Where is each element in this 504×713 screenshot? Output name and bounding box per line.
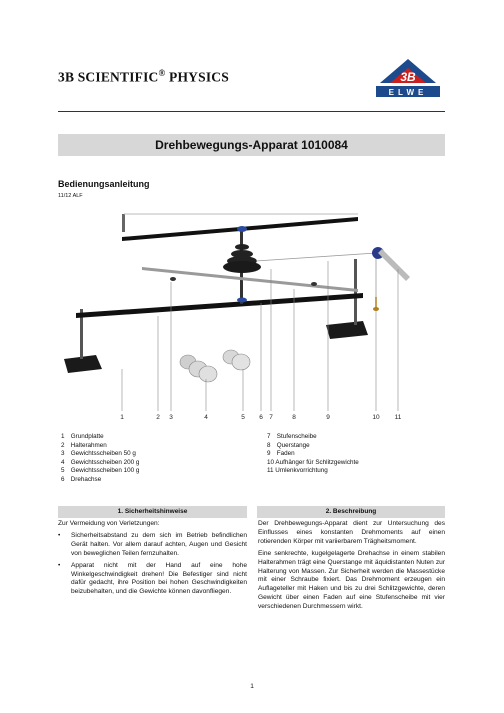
bullet-icon: • bbox=[58, 561, 61, 569]
header-divider bbox=[58, 111, 445, 112]
step-pulley-small bbox=[235, 244, 249, 250]
legend-item: 7 Stufenscheibe bbox=[267, 433, 317, 440]
brand-suffix: PHYSICS bbox=[169, 69, 229, 85]
legend-item: 4 Gewichtsscheiben 200 g bbox=[61, 458, 140, 466]
left-upper-post bbox=[122, 214, 125, 232]
figure-number-11: 11 bbox=[394, 414, 402, 421]
logo-subtext: ELWE bbox=[388, 88, 428, 97]
safety-section bbox=[58, 520, 247, 600]
bullet-icon: • bbox=[58, 531, 61, 539]
legend-item: 6 Drehachse bbox=[61, 475, 102, 483]
figure-number-10: 10 bbox=[372, 414, 380, 421]
step-pulley-large bbox=[223, 261, 261, 273]
3b-elwe-logo bbox=[372, 55, 444, 99]
legend-item: 8 Querstange bbox=[267, 441, 310, 449]
legend-item: 2 Halterahmen bbox=[61, 441, 107, 449]
axle-top-bearing bbox=[237, 226, 247, 232]
figure-number-1: 1 bbox=[120, 414, 124, 421]
right-post bbox=[354, 259, 357, 325]
legend-item: 9 Faden bbox=[267, 450, 295, 458]
figure-number-2: 2 bbox=[156, 414, 160, 421]
section-heading-description: 2. Beschreibung bbox=[257, 506, 445, 518]
description-section bbox=[258, 520, 445, 615]
figure-number-6: 6 bbox=[259, 414, 263, 421]
legend-item: 11 Umlenkvorrichtung bbox=[267, 467, 328, 475]
edition-code: 11/12 ALF bbox=[58, 193, 83, 199]
figure-number-8: 8 bbox=[292, 414, 296, 421]
parts-legend-right bbox=[267, 433, 359, 476]
page-number: 1 bbox=[250, 683, 254, 690]
legend-item: 3 Gewichtsscheiben 50 g bbox=[61, 450, 136, 458]
registered-mark: ® bbox=[158, 68, 166, 78]
brand-text: 3B SCIENTIFIC bbox=[58, 69, 159, 85]
figure-number-9: 9 bbox=[326, 414, 330, 421]
legend-item: 10 Aufhänger für Schlitzgewichte bbox=[267, 458, 359, 466]
figure-number-7: 7 bbox=[269, 414, 273, 421]
section-heading-safety: 1. Sicherheitshinweise bbox=[58, 506, 247, 518]
figure-number-5: 5 bbox=[241, 414, 245, 421]
document-title: Drehbewegungs-Apparat 1010084 bbox=[58, 134, 445, 156]
logo-text: 3B bbox=[400, 70, 416, 84]
document-subtitle: Bedienungsanleitung bbox=[58, 179, 150, 189]
description-paragraph: Eine senkrechte, kugelgelagerte Drehachse in einem stabilen Halterahmen trägt eine Querstange mit äquidistanten Nuten zur Halterung von Massen. Zur Sicherheit werden die Massestücke mit einer Schraube fixiert. Das Drehmoment erzeugen ein Auflageteller mit Haken und bis zu drei Schlitzgewichte, deren Gewicht über einen Faden auf eine Stufenscheibe mit vier verschiedenen Durchmessern wirkt. bbox=[258, 549, 445, 611]
safety-intro: Zur Vermeidung von Verletzungen: bbox=[58, 520, 160, 527]
safety-bullet: • Sicherheitsabstand zu dem sich im Betrieb befindlichen Gerät halten. Vor allem darauf achten, Augen und Gesicht von beweglichen Teilen fernzuhalten. bbox=[58, 531, 247, 557]
safety-bullet: • Apparat nicht mit der Hand auf eine hohe Winkelgeschwindigkeit drehen! Die Befestiger sind nicht dafür gedacht, ihre Position bei hohen Geschwindigkeiten beizubehalten, und die Gewichte können davonfliegen. bbox=[58, 561, 247, 596]
brand-name bbox=[58, 68, 229, 86]
figure-number-3: 3 bbox=[169, 414, 173, 421]
description-paragraph: Der Drehbewegungs-Apparat dient zur Untersuchung des Einflusses eines konstanten Drehmoments auf einen rotierenden Körper mit variierbarem Trägheitsmoment. bbox=[258, 520, 445, 545]
apparatus-figure bbox=[58, 209, 418, 424]
legend-item: 5 Gewichtsscheiben 100 g bbox=[61, 467, 140, 475]
legend-item: 1 Grundplatte bbox=[61, 433, 104, 440]
parts-legend-left bbox=[61, 433, 139, 485]
figure-number-4: 4 bbox=[204, 414, 208, 421]
